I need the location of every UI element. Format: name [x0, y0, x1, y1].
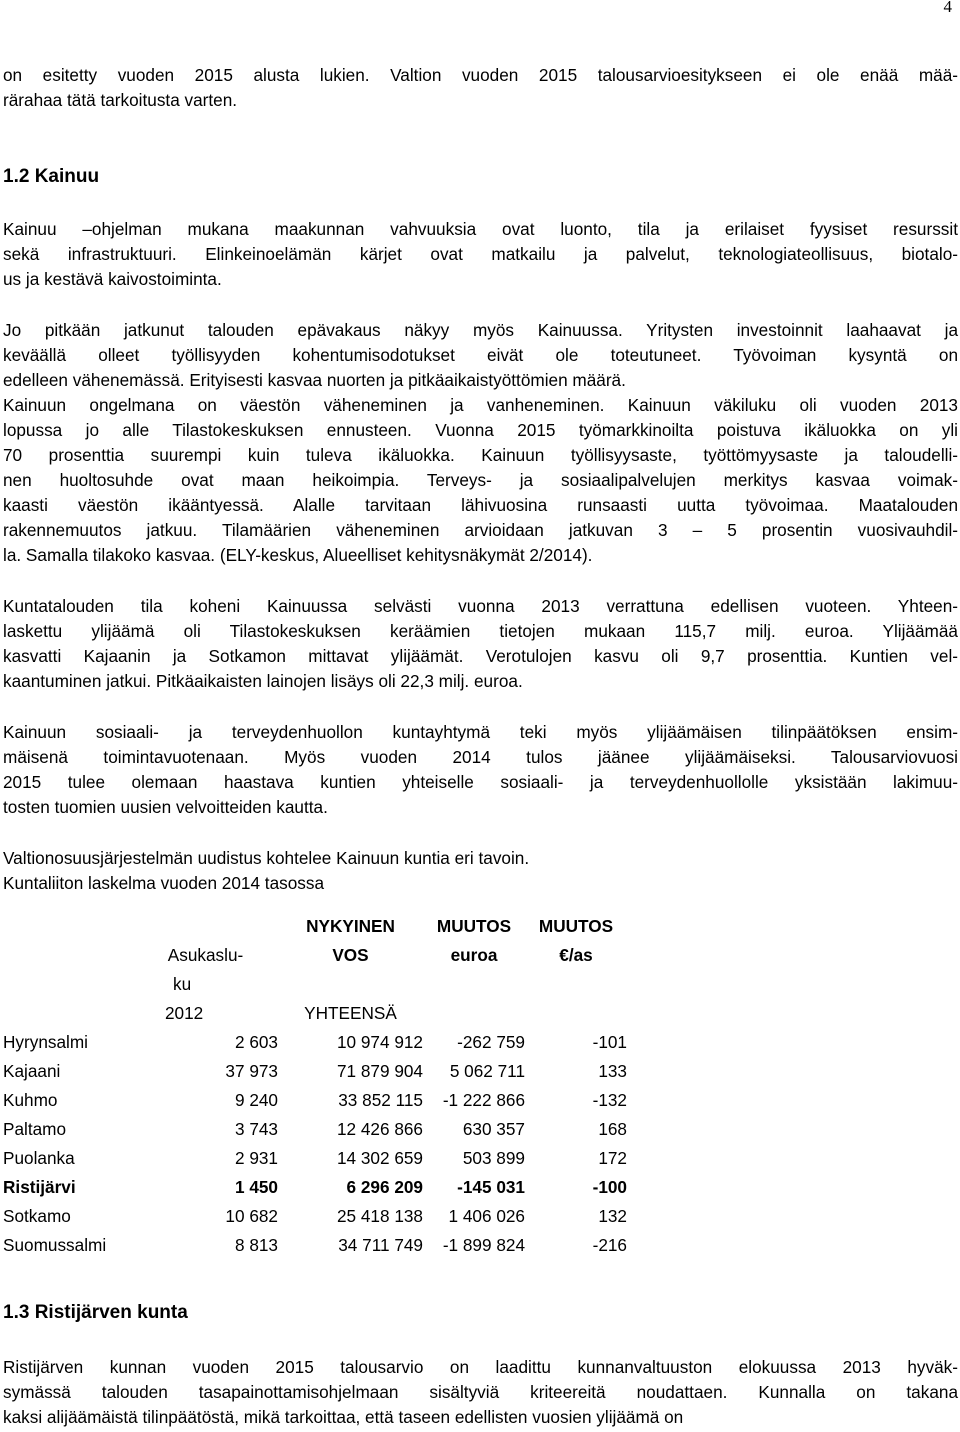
paragraph-kainuu-economy: [3, 318, 958, 568]
text-line: Kainuun ongelmana on väestön väheneminen ja vanheneminen. Kainuun väkiluku oli vuoden 2013: [3, 395, 958, 415]
change-per-capita-cell: 133: [598, 1061, 627, 1081]
text-line: lopussa jo alle Tilastokeskuksen ennusteen. Vuonna 2015 työmarkkinoilta poistuva ikäluokka on yli: [3, 420, 958, 440]
text-line: sekä infrastruktuuri. Elinkeinoelämän kärjet ovat matkailu ja palvelut, teknologiateollisuus, biotalo-: [3, 244, 958, 264]
section-heading-ristijarvi: 1.3 Ristijärven kunta: [3, 1302, 188, 1323]
page-number: 4: [943, 0, 952, 16]
text-line: keväällä olleet työllisyyden kohentumisodotukset eivät ole toteutuneet. Työvoiman kysyntä on: [3, 345, 958, 365]
municipality-cell: Hyrynsalmi: [3, 1032, 88, 1052]
text-line: kaksi alijäämäistä tilinpäätöstä, mikä tarkoittaa, että taseen edellisten vuosien ylijäämä on: [3, 1407, 684, 1427]
vos-total-cell: 34 711 749: [338, 1235, 423, 1255]
population-cell: 8 813: [234, 1235, 278, 1255]
population-cell: 37 973: [225, 1061, 278, 1081]
column-header: NYKYINEN: [306, 916, 395, 936]
vos-total-cell: 6 296 209: [346, 1177, 423, 1197]
text-line: nen huoltosuhde ovat maan heikoimpia. Terveys- ja sosiaalipalvelujen merkitys kasvaa voimak-: [3, 470, 958, 490]
text-line: la. Samalla tilakoko kasvaa. (ELY-keskus, Alueelliset kehitysnäkymät 2/2014).: [3, 545, 593, 565]
change-euro-cell: 5 062 711: [449, 1061, 525, 1081]
table-row: [0, 1202, 627, 1231]
text-line: Kainuun sosiaali- ja terveydenhuollon kuntayhtymä teki myös ylijäämäisen tilinpäätöksen ensim-: [3, 722, 958, 742]
text-line: Ristijärven kunnan vuoden 2015 talousarvio on laadittu kunnanvaltuuston elokuussa 2013 hyväk-: [3, 1357, 958, 1377]
paragraph-state-subsidy: [3, 846, 958, 896]
change-per-capita-cell: -132: [592, 1090, 627, 1110]
population-cell: 2 931: [234, 1148, 278, 1168]
vos-total-cell: 10 974 912: [336, 1032, 423, 1052]
text-line: kaasti väestön ikääntyessä. Alalle tarvitaan lähivuosina runsaasti uutta työvoimaa. Maatalouden: [3, 495, 958, 515]
text-line: tosten tuomien uusien velvoitteiden kautta.: [3, 797, 328, 817]
table-row: [0, 1057, 627, 1086]
municipality-cell: Paltamo: [3, 1119, 67, 1139]
table-row: [0, 1144, 627, 1173]
table-header-row: [0, 941, 627, 970]
column-header: MUUTOS: [538, 916, 614, 936]
change-euro-cell: 503 899: [462, 1148, 525, 1168]
paragraph-ristijarvi-budget: [3, 1355, 958, 1430]
column-header: €/as: [559, 945, 593, 965]
municipality-cell: Sotkamo: [3, 1206, 71, 1226]
change-euro-cell: -1 899 824: [442, 1235, 525, 1255]
text-line: us ja kestävä kaivostoiminta.: [3, 269, 222, 289]
population-cell: 1 450: [234, 1177, 278, 1197]
column-header: YHTEENSÄ: [304, 1003, 397, 1023]
column-header: 2012: [165, 1003, 204, 1023]
text-line: 2015 tulee olemaan haastava kuntien yhteiselle sosiaali- ja terveydenhuollolle yksistään lakimuu-: [3, 772, 958, 792]
table-row: [0, 1115, 627, 1144]
text-line: 70 prosenttia suurempi kuin tuleva ikäluokka. Kainuun työllisyysaste, työttömyysaste ja taloudelli-: [3, 445, 958, 465]
text-line: on esitetty vuoden 2015 alusta lukien. Valtion vuoden 2015 talousarvioesitykseen ei ole enää mää-: [3, 65, 958, 85]
vos-total-cell: 14 302 659: [336, 1148, 423, 1168]
paragraph-municipal-finances: [3, 594, 958, 694]
column-header: euroa: [450, 945, 498, 965]
table-row: [0, 1086, 627, 1115]
municipality-cell: Kuhmo: [3, 1090, 58, 1110]
population-cell: 9 240: [234, 1090, 278, 1110]
text-line: kasvatti Kajaanin ja Sotkamon mittavat ylijäämät. Verotulojen kasvu oli 9,7 prosenttia. Kuntien vel-: [3, 646, 958, 666]
text-line: mäisenä toimintavuotenaan. Myös vuoden 2014 tulos jäänee ylijäämäiseksi. Talousarviovuosi: [3, 747, 958, 767]
change-per-capita-cell: 132: [598, 1206, 627, 1226]
text-line: Kuntatalouden tila koheni Kainuussa selvästi vuonna 2013 verrattuna edellisen vuoteen. Yhteen-: [3, 596, 958, 616]
paragraph-kainuu-program: [3, 217, 958, 292]
change-euro-cell: -262 759: [457, 1032, 525, 1052]
population-cell: 2 603: [234, 1032, 278, 1052]
text-line: kaantuminen jatkui. Pitkäaikaisten lainojen lisäys oli 22,3 milj. euroa.: [3, 671, 523, 691]
change-per-capita-cell: -100: [592, 1177, 627, 1197]
table-header-row: [0, 970, 627, 999]
text-line: edelleen vähenemässä. Erityisesti kasvaa nuorten ja pitkäaikaistyöttömien määrä.: [3, 370, 626, 390]
change-per-capita-cell: 172: [598, 1148, 627, 1168]
text-line: laskettu ylijäämä oli Tilastokeskuksen keräämien tietojen mukaan 115,7 milj. euroa. Ylijäämää: [3, 621, 958, 641]
text-line: Kainuu –ohjelman mukana maakunnan vahvuuksia ovat luonto, tila ja erilaiset fyysiset resurssit: [3, 219, 958, 239]
text-line: Valtionosuusjärjestelmän uudistus kohtelee Kainuun kuntia eri tavoin.: [3, 848, 530, 868]
change-per-capita-cell: -101: [592, 1032, 627, 1052]
change-euro-cell: -1 222 866: [442, 1090, 525, 1110]
table-header-row: [0, 912, 627, 941]
municipality-cell: Ristijärvi: [3, 1177, 76, 1197]
column-header: Asukaslu-: [167, 945, 244, 965]
vos-total-cell: 33 852 115: [338, 1090, 423, 1110]
population-cell: 3 743: [234, 1119, 278, 1139]
change-per-capita-cell: -216: [592, 1235, 627, 1255]
text-line: Jo pitkään jatkunut talouden epävakaus näkyy myös Kainuussa. Yritysten investoinnit laahaavat ja: [3, 320, 958, 340]
column-header: VOS: [332, 945, 369, 965]
paragraph-social-health: [3, 720, 958, 820]
text-line: rakennemuutos jatkuu. Tilamäärien väheneminen arvioidaan jatkuvan 3 – 5 prosentin vuosivauhdil-: [3, 520, 958, 540]
paragraph-intro-continued: [3, 63, 958, 113]
text-line: symässä talouden tasapainottamisohjelmaan sisältyviä kriteereitä noudattaen. Kunnalla on takana: [3, 1382, 958, 1402]
text-line: Kuntaliiton laskelma vuoden 2014 tasossa: [3, 873, 325, 893]
section-heading-kainuu: 1.2 Kainuu: [3, 166, 100, 187]
state-subsidy-table: [0, 912, 627, 1260]
municipality-cell: Kajaani: [3, 1061, 61, 1081]
change-euro-cell: 630 357: [462, 1119, 525, 1139]
text-line: rärahaa tätä tarkoitusta varten.: [3, 90, 238, 110]
vos-total-cell: 12 426 866: [336, 1119, 423, 1139]
table-row: [0, 1173, 627, 1202]
table-row: [0, 1028, 627, 1057]
municipality-cell: Suomussalmi: [3, 1235, 107, 1255]
vos-total-cell: 25 418 138: [336, 1206, 423, 1226]
table-header-row: [0, 999, 627, 1028]
column-header: ku: [173, 974, 192, 994]
vos-total-cell: 71 879 904: [336, 1061, 423, 1081]
change-per-capita-cell: 168: [598, 1119, 627, 1139]
population-cell: 10 682: [225, 1206, 278, 1226]
municipality-cell: Puolanka: [3, 1148, 75, 1168]
column-header: MUUTOS: [436, 916, 512, 936]
change-euro-cell: -145 031: [457, 1177, 525, 1197]
table-row: [0, 1231, 627, 1260]
change-euro-cell: 1 406 026: [448, 1206, 525, 1226]
